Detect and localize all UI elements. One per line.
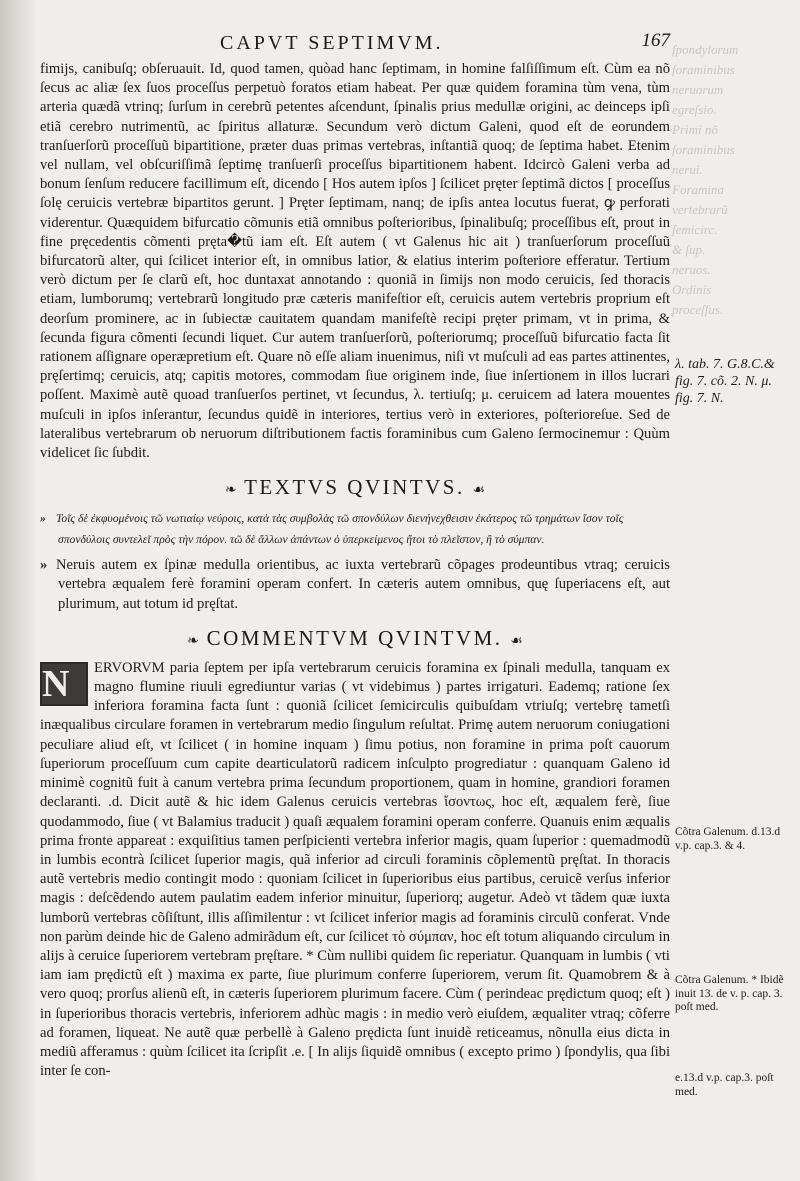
fleuron-icon: ❧ [187,633,199,649]
marginal-note-figure-ref: λ. tab. 7. G.8.C.& fig. 7. cõ. 2. N. μ. fig. 7. N. [675,357,775,406]
show-through-text: ſpondylorum foraminibus neruorum egreſsio. Primi nõ foraminibus nerui. Foramina vertebrarũ ſemicirc. & ſup. neruos. Ordinis proceſſus. [672,42,739,317]
fleuron-icon: ☙ [510,633,523,649]
marginal-note-contra-galenum: Cõtra Galenum. d.13.d v.p. cap.3. & 4. [675,826,781,852]
latin-translation [40,556,670,614]
commentary-lead-word: ERVORVM [94,659,165,676]
greek-text: Τοῖς δὲ ἐκφυομένοις τῶ νωτιαίῳ νεύροις, κατὰ τὰς συμβολὰς τῶ σπονδύλων διενήνεχθεισιν ἑκάτερος τῶ τρημάτων ἴσον τοῖς σπονδύλοις συντελεῖ πρὸς τὴν πόρον. τῶ δὲ ἄλλων ἁπάντων ὁ ὑπερκείμενος ἤτοι τὸ πλεῖστον, ἢ τὸ σύμπαν. [56,512,624,547]
section-heading-commentum [40,626,670,651]
page-number: 167 [641,30,670,51]
page-gutter-shadow [0,0,38,1181]
fleuron-icon: ☙ [472,483,486,499]
commentary-text: paria ſeptem per ipſa vertebrarum ceruicis foramina ex ſpinali medulla, tanquam ex magno flumine riuuli egrediuntur varias ( vt videbimus ) partes irrigaturi. Eademq; ratione ſex inferiora foramina facta ſunt : quoniã ſcilicet ſemicirculis quibuſdam vtriuſq; vertebrę tametſi inæqualibus circulare foramen in vertebrarum medio ſingulum reſultat. Primę autem neruorum coniugationi peculiare aliud eſt, vt ſcilicet ( in homine inquam ) ſimu potius, non foramine in prima poſt cauorum ſuperiorum proceſſuum cum capite dearticulatorũ radicem inſculpto progrediatur : quanquam Galeno id minimè cognitũ fuit à canum vertebra prima ſecundum proportionem, quam in homine, grandiori foramen declaranti. .d. Dicit autẽ & hic idem Galenus ceruicis vertebras ἴσοντως, hoc eſt, æqualem ferè, ſiue quodammodo, ſiue ( vt Balamius traducit ) quaſi æqualem foramini operam conferre. Quanuis enim æqualis prima fronte appareat : exquiſitius tamen perſpicienti vertebra inferior magis, quam ſuperior : quemadmodũ in lumbis econtrà ſcilicet ſuperior magis, quã inferior ad circuli foraminis cõplementũ pręſtat. In thoracis autẽ vertebris medio contingit modo : quoniam ſcilicet in ſuperioribus eius partibus, ceruicẽ verſus inferior magis : deſcẽdendo autem paulatim eadem inferior minuitur, ſuperiorq; augetur. Adeò vt tãdem quæ iuxta lumborũ vertebras cõſiſtunt, illis aſſimilentur : vt ſcilicet inferior magis ad foraminis circulũ conferat. Vnde non parùm deinde hic de Galeno admirãdum eſt, cur ſcilicet τὸ σύμπαν, hoc eſt totum aliquando circulum in alijs à ceruice ſuperiorem vertebram pręſtare. * Cùm nullibi quidem ſic reperiatur. Quanquam in lumbis ( vti iam iam prędictũ eſt ) maxima ex parte, ſiue plurimum conferre ſuperiorem, verum ſit. Quamobrem & à vero quoq; prorſus alienũ eſt, in cæteris ſuperiorem plurimum facere. Cùm ( perindeac prędictum quoq; eſt ) in ſuperioribus thoracis vertebris, inferiorem adhùc magis : in medio verò eiuſdem, æqualiter vtraq; cõferre ad foramen, liqueat. Ne autẽ quæ perbellè à Galeno prędicta ſunt inuidè reticeamus, nõnulla eius dicta in mediũ afferamus : quùm ſcilicet ita ſcripſit .e. [ In alijs ſiquidẽ omnibus ( excepto primo ) ſpondylis, qua ſibi inter ſe con- [40,659,670,1080]
quote-marker: » [40,512,46,526]
quote-marker: » [40,557,48,574]
fleuron-icon: ❧ [224,483,237,499]
drop-cap: N [40,662,88,706]
marginal-note-reference: e.13.d v.p. cap.3. poſt med. [675,1072,774,1098]
page-header [40,32,670,58]
section-heading-textus [40,475,670,500]
section-title: TEXTVS QVINTVS. [244,475,465,500]
greek-quotation [40,508,670,550]
textus-text: Neruis autem ex ſpinæ medulla orientibus, ac iuxta vertebrarũ cõpages prodeuntibus vtraq; ceruicis vertebra æqualem ferè foramini operam confert. In cæteris autem omnibus, quę ſuperiacens eſt, aut plurimum, aut totum id pręſtat. [56,557,670,612]
commentary-paragraph [40,659,670,1081]
section-title: COMMENTVM QVINTVM. [206,625,503,650]
running-head: CAPVT SEPTIMVM. [220,32,444,54]
commentary-continuation: fimijs, canibuſq; obſeruauit. Id, quod tamen, quòad hanc ſeptimam, in homine falſiſſimum eſt. Cùm ea nõ ſecus ac aliæ ſex ſuos proceſſus perpetuò foratos etiam habeat. Per quæ quidem foramina tùm vena, tùm arteria quædã vtrinq; ſurſum in cerebrũ petentes aſcendunt, ſpinalis prius medullæ origini, ac deinceps ipſi etiã cerebro nutrimentũ, ac ſpiritus allaturæ. Secundum verò dictum Galeni, quod eſt de eorundem tranſuerſorũ proceſſuũ bipartitione, præter duas primas vertebras, inſtantiã quoq; de ſeptima habet. Etenim vel nullam, vel obſcuriſſimã ſeptimę tranſuerſi proceſſus bipartitionem habent. Idcircò Galeni verba ad bonum ſenſum reducere facillimum eſt, dicendo [ Hos autem ipſos ] ſcilicet pręter ſeptimã dictos [ proceſſus ſolę ceruicis vertebræ bipartitos gerunt. ] Pręter ſeptimam, nanq; de ipſis antea locutus fuerat, ꝙ perforati viderentur. Quæquidem bifurcatio cõmunis etiã omnibus poſterioribus, ſpinalibuſq; proceſſibus eſt, prout in fine pręcedentis cõmenti pręta�tũ iam eſt. Eſt autem ( vt Galenus hic ait ) tranſuerſorum proceſſuũ bifurcatorũ alter, qui ſcilicet interior eſt, in omnibus latior, & elatius interim poſteriore efferatur. Tertium verò dictum per ſe clarũ eſt, hoc duntaxat annotando : quoniã in ſimijs non modo ceruicis, ſed thoracis etiam, lumborumq; vertebrarũ longitudo præ cæteris manifeſtior eſt, ceruicis autem vertebris proprium eſt deorſum prominere, ac in ſubiectæ cauitatem quandam manifeſtè recipi pręter primam, vt in prima, & ſecunda figura cõmenti ſecundi liquet. Cur autem tranſuerſorũ, poſteriorumq; proceſſuũ bifurcatio facta ſit rationem aſſignare operæpretium eſt. Quare nõ eſſe aliam inuenimus, niſi vt muſculi ad eas partes attinentes, pręſertimq; ceruicis, atq; capitis motores, commodam ſiue originem inde, ſiue inſertionem in illos lucrari poſſent. Maximè autẽ quoad tranſuerſos pertinet, vt ſecundus, λ. tertiuſq; μ. ceruicem ad latera mouentes muſculi in ipſos inſerantur, ſecundus quidẽ in interiores, tertius verò in exteriores, poſterioreſue. Sed de lateralibus vertebrarum ob neruorum diſtributionem factis foraminibus cum Galeno ſermocinemur : Quùm videlicet ſic ſubdit. [40,61,670,462]
text-block [40,60,670,1081]
marginal-note-contra-galenum-2: Cõtra Galenum. * Ibidẽ inuit 13. de v. p. cap. 3. poſt med. [675,974,784,1013]
